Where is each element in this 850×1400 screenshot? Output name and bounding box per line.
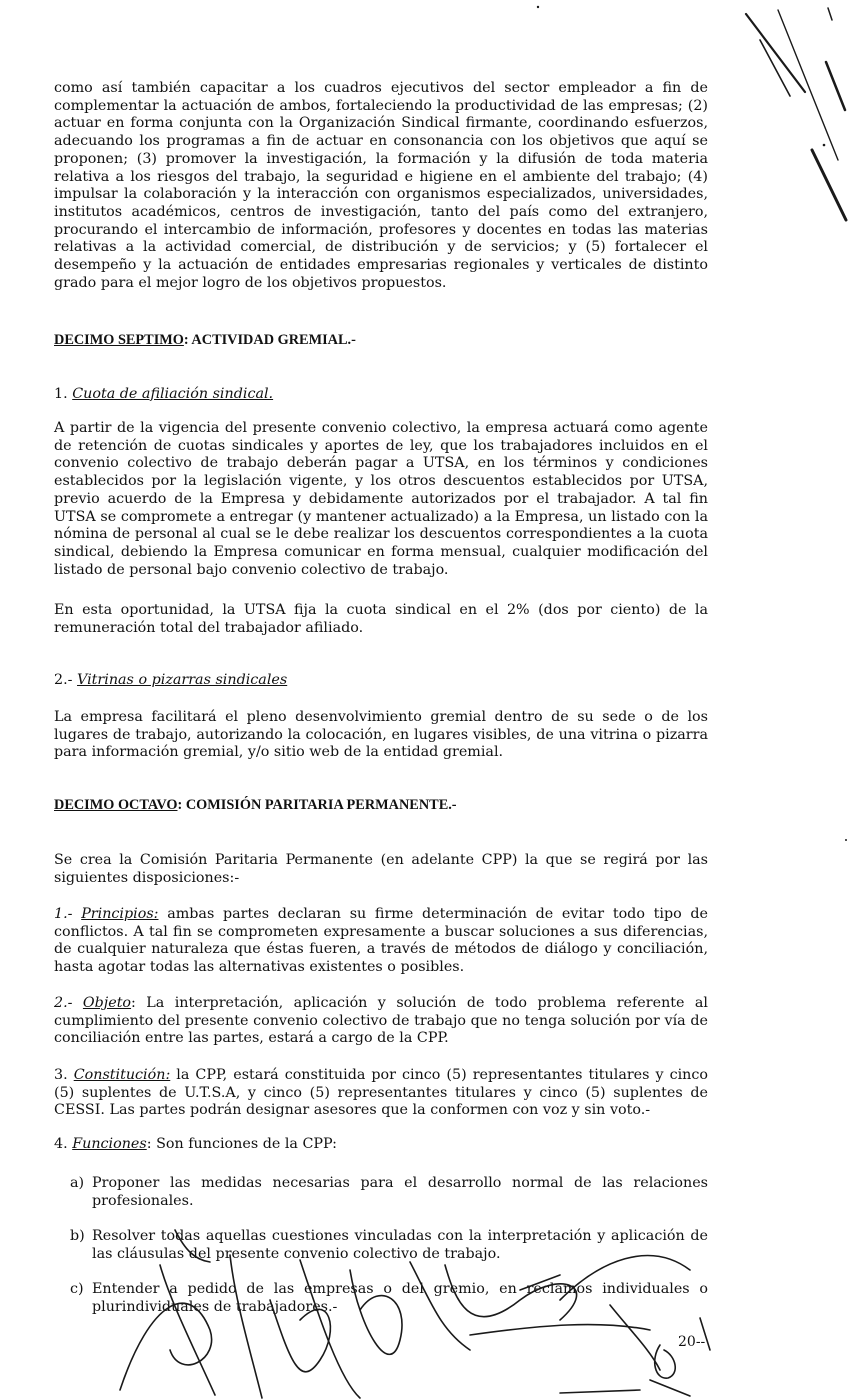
- principles-label: Principios:: [81, 906, 159, 922]
- union-board-paragraph: La empresa facilitará el pleno desenvolvimiento gremial dentro de su sede o de los lugares de trabajo, autorizando la colocación, en lugares visibles, de una vitrina o pizarra para información gremial, y/o sitio web de la entidad gremial.: [54, 709, 708, 761]
- sub-2-title: Vitrinas o pizarras sindicales: [77, 672, 288, 688]
- sub-1-title: Cuota de afiliación sindical.: [72, 386, 274, 402]
- section-18-title: : COMISIÓN PARITARIA PERMANENTE.-: [177, 797, 457, 813]
- list-item-letter: a): [70, 1175, 85, 1191]
- constitution-label: Constitución:: [73, 1067, 171, 1083]
- section-17-title: : ACTIVIDAD GREMIAL.-: [183, 332, 356, 348]
- functions-label: Funciones: [72, 1136, 147, 1152]
- list-item-text: Proponer las medidas necesarias para el desarrollo normal de las relaciones profesionales.: [92, 1175, 708, 1209]
- union-fee-paragraph: En esta oportunidad, la UTSA fija la cuota sindical en el 2% (dos por ciento) de la remuneración total del trabajador afiliado.: [54, 602, 708, 636]
- retention-paragraph: A partir de la vigencia del presente convenio colectivo, la empresa actuará como agente de retención de cuotas sindicales y aportes de ley, que los trabajadores incluidos en el convenio colectivo de trabajo deberán pagar a UTSA, en los términos y condiciones establecidos por la legislación vigente, y los otros descuentos establecidos por UTSA, previo acuerdo de la Empresa y debidamente autorizados por el trabajador. A tal fin UTSA se compromete a entregar (y mantener actualizado) a la Empresa, un listado con la nómina de personal al cual se le debe realizar los descuentos correspondientes a la cuota sindical, debiendo la Empresa comunicar en forma mensual, cualquier modificación del listado de personal bajo convenio colectivo de trabajo.: [54, 420, 708, 578]
- object-text: : La interpretación, aplicación y solución de todo problema referente al cumplimiento del presente convenio colectivo de trabajo que no tenga solución por vía de conciliación entre las partes, estará a cargo de la CPP.: [54, 995, 709, 1047]
- item-3-number: 3.: [54, 1067, 68, 1083]
- principles-text: ambas partes declaran su firme determinación de evitar todo tipo de conflictos. A tal fin se comprometen expresamente a buscar soluciones a sus diferencias, de cualquier naturaleza que éstas fueren, a través de métodos de diálogo y conciliación, hasta agotar todas las alternativas existentes o posibles.: [54, 906, 709, 976]
- sub-2-number: 2.-: [54, 672, 73, 688]
- item-2-number: 2.-: [54, 995, 73, 1011]
- list-item-letter: b): [70, 1228, 85, 1244]
- constitution-text: la CPP, estará constituida por cinco (5) representantes titulares y cinco (5) suplentes de U.T.S.A, y cinco (5) representantes titulares y cinco (5) suplentes de CESSI. Las partes podrán designar asesores que la conformen con voz y sin voto.-: [54, 1067, 709, 1119]
- item-4-number: 4.: [54, 1136, 68, 1152]
- list-item-letter: c): [70, 1281, 84, 1297]
- list-item-text: Resolver todas aquellas cuestiones vinculadas con la interpretación y aplicación de las cláusulas del presente convenio colectivo de trabajo.: [92, 1228, 708, 1262]
- item-1-number: 1.-: [54, 906, 73, 922]
- cpp-intro-paragraph: Se crea la Comisión Paritaria Permanente (en adelante CPP) la que se regirá por las siguientes disposiciones:-: [54, 852, 708, 886]
- intro-paragraph: como así también capacitar a los cuadros ejecutivos del sector empleador a fin de complementar la actuación de ambos, fortaleciendo la productividad de las empresas; (2) actuar en forma conjunta con la Organización Sindical firmante, coordinando esfuerzos, adecuando los programas a fin de actuar en consonancia con los objetivos que aquí se proponen; (3) promover la investigación, la formación y la difusión de toda materia relativa a los riesgos del trabajo, la seguridad e higiene en el ambiente del trabajo; (4) impulsar la colaboración y la interacción con organismos especializados, universidades, institutos académicos, centros de investigación, tanto del país como del extranjero, procurando el intercambio de información, profesores y docentes en todas las materias relativas a la actividad comercial, de distribución y de servicios; y (5) fortalecer el desempeño y la actuación de entidades empresarias regionales y verticales de distinto grado para el mejor logro de los objetivos propuestos.: [54, 80, 708, 291]
- section-17-label: DECIMO SEPTIMO: [54, 332, 184, 348]
- bottom-signature-strokes: [120, 1230, 710, 1398]
- page-number: 20--: [678, 1334, 706, 1350]
- section-18-label: DECIMO OCTAVO: [54, 797, 178, 813]
- scan-specks: [537, 6, 847, 841]
- functions-text: : Son funciones de la CPP:: [146, 1136, 337, 1152]
- object-label: Objeto: [82, 995, 132, 1011]
- sub-1-number: 1.: [54, 386, 68, 402]
- list-item-text: Entender a pedido de las empresas o del gremio, en reclamos individuales o plurindividuales de trabajadores.-: [92, 1281, 708, 1315]
- corner-signature-strokes: [746, 8, 846, 220]
